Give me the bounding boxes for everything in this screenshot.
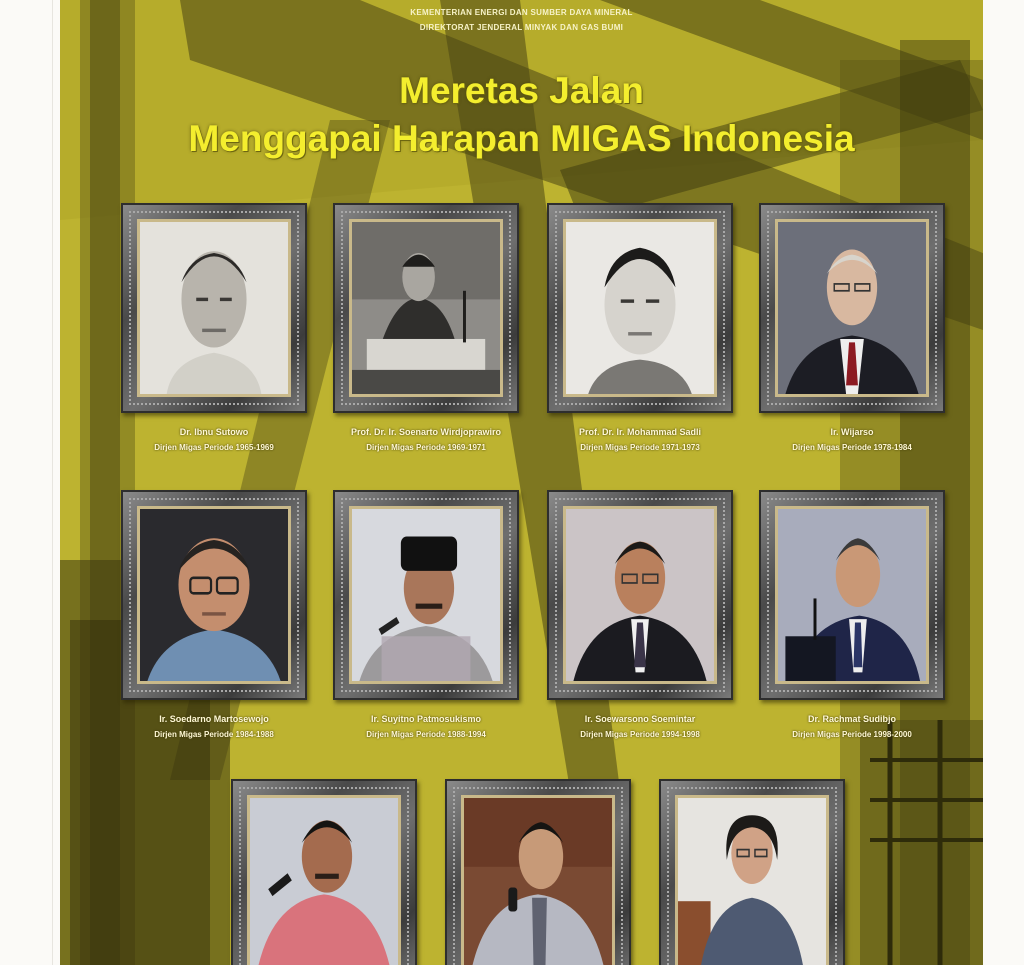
portrait-photo [247,795,401,965]
portrait-frame-4 [759,203,945,413]
portrait-period: Dirjen Migas Periode 1965-1969 [154,443,274,452]
portrait-name: Ir. Soewarsono Soemintar [584,714,696,724]
portrait-name: Ir. Wijarso [830,427,874,437]
portrait-name: Ir. Soedarno Martosewojo [159,714,269,724]
portrait-caption-6 [326,712,526,742]
right-page-margin [983,0,1024,965]
portrait-frame-11 [659,779,845,965]
color-portrait-image [778,509,926,681]
portrait-period: Dirjen Migas Periode 1998-2000 [792,730,912,739]
poster [60,0,983,965]
portrait-name: Ir. Suyitno Patmosukismo [370,714,482,724]
portrait-caption-7 [540,712,740,742]
portrait-frame-7 [547,490,733,700]
portrait-caption-8 [752,712,952,742]
portrait-photo [349,219,503,397]
portrait-photo [349,506,503,684]
portrait-caption-4 [752,425,952,455]
portrait-period: Dirjen Migas Periode 1978-1984 [792,443,912,452]
color-portrait-image [464,798,612,965]
portrait-frame-10 [445,779,631,965]
portrait-photo [563,219,717,397]
left-page-margin [0,0,53,965]
portrait-caption-2 [326,425,526,455]
color-portrait-image [566,509,714,681]
bw-portrait-image [352,222,500,394]
portrait-photo [461,795,615,965]
portrait-photo [775,506,929,684]
directorate-header: DIREKTORAT JENDERAL MINYAK DAN GAS BUMI [419,23,624,32]
portrait-frame-2 [333,203,519,413]
color-portrait-image [352,509,500,681]
portrait-period: Dirjen Migas Periode 1969-1971 [366,443,486,452]
portrait-frame-5 [121,490,307,700]
portrait-period: Dirjen Migas Periode 1971-1973 [580,443,700,452]
portrait-photo [137,219,291,397]
color-portrait-image [140,509,288,681]
portrait-caption-3 [540,425,740,455]
color-portrait-image [678,798,826,965]
portrait-photo [563,506,717,684]
portrait-name: Dr. Rachmat Sudibjo [807,714,896,724]
bw-portrait-image [140,222,288,394]
portrait-frame-6 [333,490,519,700]
portrait-period: Dirjen Migas Periode 1988-1994 [366,730,486,739]
portrait-frame-9 [231,779,417,965]
portrait-caption-5 [114,712,314,742]
ministry-header: KEMENTERIAN ENERGI DAN SUMBER DAYA MINERAL [410,8,633,17]
portrait-frame-3 [547,203,733,413]
portrait-frame-8 [759,490,945,700]
portrait-period: Dirjen Migas Periode 1994-1998 [580,730,700,739]
portrait-caption-1 [114,425,314,455]
portrait-frame-1 [121,203,307,413]
poster-title-line-1: Meretas Jalan [399,70,644,111]
portrait-name: Prof. Dr. Ir. Soenarto Wirdjoprawiro [351,427,501,437]
portrait-period: Dirjen Migas Periode 1984-1988 [154,730,274,739]
poster-title-line-2: Menggapai Harapan MIGAS Indonesia [188,118,855,159]
bw-portrait-image [566,222,714,394]
color-portrait-image [250,798,398,965]
portrait-photo [675,795,829,965]
portrait-name: Dr. Ibnu Sutowo [179,427,249,437]
portrait-photo [137,506,291,684]
portrait-name: Prof. Dr. Ir. Mohammad Sadli [578,427,702,437]
portrait-photo [775,219,929,397]
color-portrait-image [778,222,926,394]
